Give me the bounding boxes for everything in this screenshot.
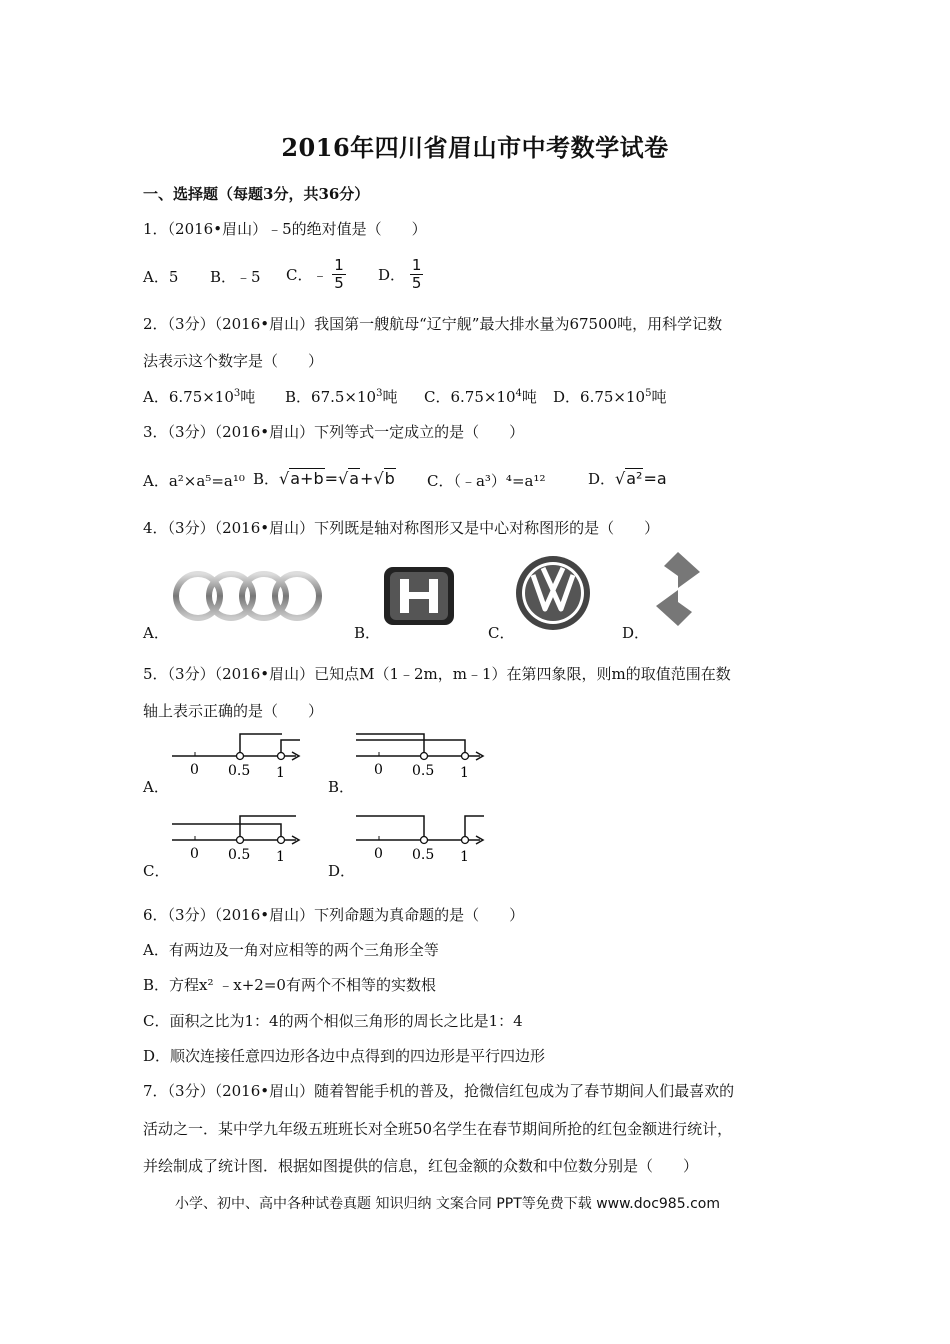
q1-d-fraction (410, 257, 424, 292)
q1-c-label: C．﹣ (286, 266, 328, 284)
tick-label-1: 1 (460, 765, 469, 781)
q7-stem-line2: 活动之一．某中学九年级五班班长对全班50名学生在春节期间所抢的红包金额进行统计， (143, 1120, 733, 1138)
q6-option-c: C．面积之比为1：4的两个相似三角形的周长之比是1：4 (143, 1012, 523, 1030)
q4-stem: 4．（3分）（2016•眉山）下列既是轴对称图形又是中心对称图形的是（ ） (143, 519, 660, 537)
tick-label-0.5: 0.5 (412, 847, 435, 863)
q2-option-b (285, 386, 397, 407)
q3-stem: 3．（3分）（2016•眉山）下列等式一定成立的是（ ） (143, 423, 525, 441)
q2-d-text: D．6.75×10 (553, 388, 646, 406)
equals-sign: = (324, 469, 339, 488)
q5-option-b: B． (328, 778, 355, 796)
q2-a-exp: 3 (233, 388, 241, 399)
q5-number-line-d (352, 810, 492, 866)
q2-c-text: C．6.75×10 (424, 388, 516, 406)
plus-sign: + (360, 469, 374, 488)
fraction-numerator: 1 (411, 256, 422, 274)
page-title: 2016年四川省眉山市中考数学试卷 (281, 133, 669, 162)
q3-option-c: C．（﹣a³）⁴=a¹² (427, 472, 546, 490)
fraction-denominator: 5 (334, 274, 344, 292)
q2-option-a (143, 386, 255, 407)
fraction-numerator: 1 (334, 256, 344, 274)
q5-number-line-b (352, 726, 492, 782)
q2-c-exp: 4 (515, 388, 522, 399)
radical-a-plus-b: √a+b (279, 469, 324, 488)
q2-d-unit: 吨 (651, 388, 667, 406)
volkswagen-logo-icon (513, 554, 593, 632)
q5-stem-line2: 轴上表示正确的是（ ） (143, 702, 324, 720)
q1-option-a: A．5 (143, 268, 179, 286)
q2-option-c (424, 386, 537, 407)
fraction-denominator: 5 (411, 274, 422, 292)
radicand: a+b (290, 469, 324, 488)
q3-b-label: B． (253, 470, 280, 488)
radicand: a (349, 469, 360, 488)
tick-label-0: 0 (374, 846, 383, 862)
q1-d-label: D． (378, 266, 406, 284)
tick-label-0.5: 0.5 (228, 763, 251, 779)
q2-c-unit: 吨 (521, 388, 537, 406)
q2-a-unit: 吨 (240, 388, 256, 406)
q2-b-text: B．67.5×10 (285, 388, 377, 406)
q3-option-a: A．a²×a⁵=a¹⁰ (143, 472, 245, 490)
tick-label-1: 1 (460, 849, 469, 865)
q6-option-b: B．方程x² ﹣x+2=0有两个不相等的实数根 (143, 976, 436, 994)
q1-option-d (378, 257, 423, 292)
q3-option-d (588, 468, 667, 489)
tick-label-0.5: 0.5 (228, 847, 251, 863)
section-heading: 一、选择题（每题3分，共36分） (143, 185, 370, 203)
q4-option-a: A． (143, 624, 169, 642)
q5-stem-line1: 5．（3分）（2016•眉山）已知点M（1﹣2m，m﹣1）在第四象限，则m的取值范围在数 (143, 665, 731, 683)
q2-d-exp: 5 (645, 388, 652, 399)
q6-stem: 6．（3分）（2016•眉山）下列命题为真命题的是（ ） (143, 906, 525, 924)
q1-c-fraction (332, 257, 346, 292)
tick-label-0: 0 (374, 762, 383, 778)
q1-option-b: B．﹣5 (210, 268, 261, 286)
q5-option-a: A． (143, 778, 169, 796)
tick-label-1: 1 (276, 849, 285, 865)
honda-logo-icon (382, 565, 456, 627)
q2-option-d (553, 386, 666, 407)
q2-b-exp: 3 (376, 388, 383, 399)
q2-b-unit: 吨 (382, 388, 398, 406)
q4-option-d: D． (622, 624, 650, 642)
q4-option-c: C． (488, 624, 515, 642)
footer-text: 小学、初中、高中各种试卷真题 知识归纳 文案合同 PPT等免费下载 www.doc985.com (175, 1196, 720, 1212)
audi-rings-icon (168, 568, 328, 624)
tick-label-1: 1 (276, 765, 285, 781)
q2-stem-line1: 2．（3分）（2016•眉山）我国第一艘航母“辽宁舰”最大排水量为67500吨，用科学记数 (143, 315, 723, 333)
q1-option-c (286, 257, 346, 292)
q2-a-text: A．6.75×10 (143, 388, 234, 406)
q6-option-d: D．顺次连接任意四边形各边中点得到的四边形是平行四边形 (143, 1047, 546, 1065)
q3-d-label: D． (588, 470, 616, 488)
tick-label-0: 0 (190, 846, 199, 862)
radicand: b (384, 469, 395, 488)
equals-a: =a (643, 469, 667, 488)
q7-stem-line1: 7．（3分）（2016•眉山）随着智能手机的普及，抢微信红包成为了春节期间人们最喜欢的 (143, 1082, 735, 1100)
suzuki-logo-icon (650, 550, 706, 628)
q2-stem-line2: 法表示这个数字是（ ） (143, 352, 324, 370)
q3-option-b (253, 468, 396, 489)
radicand: a² (626, 469, 643, 488)
tick-label-0.5: 0.5 (412, 763, 435, 779)
tick-label-0: 0 (190, 762, 199, 778)
radical-b: √b (373, 469, 395, 488)
q5-number-line-c (168, 810, 308, 866)
radical-a-squared: √a² (615, 469, 643, 488)
q5-number-line-a (168, 726, 308, 782)
radical-a: √a (338, 469, 360, 488)
q5-option-c: C． (143, 862, 170, 880)
q4-option-b: B． (354, 624, 381, 642)
q5-option-d: D． (328, 862, 356, 880)
q6-option-a: A．有两边及一角对应相等的两个三角形全等 (143, 941, 439, 959)
q7-stem-line3: 并绘制成了统计图．根据如图提供的信息，红包金额的众数和中位数分别是（ ） (143, 1157, 699, 1175)
q1-stem: 1．（2016•眉山）﹣5的绝对值是（ ） (143, 220, 427, 238)
